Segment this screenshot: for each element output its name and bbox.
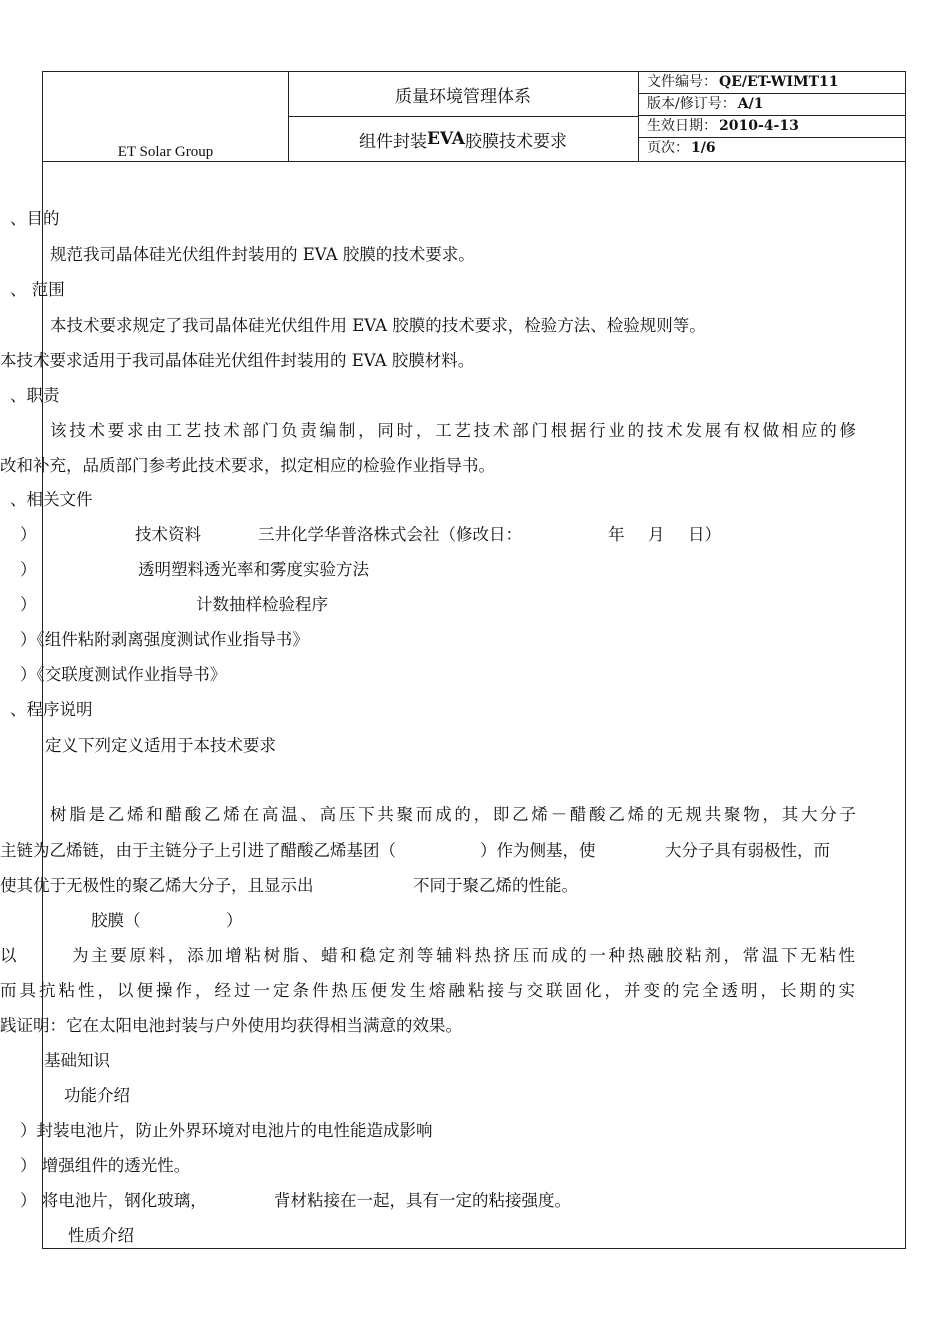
system-title: 质量环境管理体系 [288,72,638,117]
meta-value: QE/ET-WIMT11 [719,74,839,90]
meta-value: A/1 [737,96,764,112]
section-heading-duty: 、职责 [10,386,60,405]
section-heading-procedure: 、程序说明 [10,700,93,719]
purpose-text: 规范我司晶体硅光伏组件封装用的 EVA 胶膜的技术要求。 [50,245,475,264]
resin-text-1: 树脂是乙烯和醋酸乙烯在高温、高压下共聚而成的，即乙烯－醋酸乙烯的无规共聚物，其大分子 [50,805,856,824]
ref-1-a: 技术资料 [135,525,201,544]
doc-title-suffix: 胶膜技术要求 [465,131,568,152]
ref-1-month: 月 [648,525,665,544]
ref-1-b: 三井化学华普洛株式会社（修改日： [258,525,522,544]
film-text-3: 践证明：它在太阳电池封装与户外使用均获得相当满意的效果。 [0,1016,462,1035]
doc-title-bold: EVA [426,129,466,149]
company-name: ET Solar Group [117,144,214,160]
doc-number-row [639,72,905,94]
revision-row [639,94,905,116]
document-title [288,117,638,161]
section-heading-purpose: 、目的 [10,209,60,228]
function-item-3a: ） 将电池片，钢化玻璃， [20,1191,207,1210]
function-item-1: ）封装电池片，防止外界环境对电池片的电性能造成影响 [20,1121,433,1140]
basics-heading: 基础知识 [44,1051,110,1070]
film-text-1b: 为主要原料，添加增粘树脂、蜡和稳定剂等辅料热挤压而成的一种热融胶粘剂，常温下无粘性 [72,946,855,965]
document-header [43,72,905,162]
scope-text-2: 本技术要求适用于我司晶体硅光伏组件封装用的 EVA 胶膜材料。 [0,351,475,370]
section-heading-references: 、相关文件 [10,490,93,509]
meta-label: 文件编号： [647,74,717,90]
meta-cell [639,72,905,161]
effective-date-row [639,116,905,138]
meta-label: 页次： [647,140,689,156]
ref-3-text: 计数抽样检验程序 [196,595,328,614]
duty-text-2: 改和补充，品质部门参考此技术要求，拟定相应的检验作业指导书。 [0,456,495,475]
function-item-2: ） 增强组件的透光性。 [20,1156,191,1175]
scope-text-1: 本技术要求规定了我司晶体硅光伏组件用 EVA 胶膜的技术要求，检验方法、检验规则等。 [50,316,706,335]
film-text-1a: 以 [0,946,17,965]
doc-title-prefix: 组件封装 [358,131,427,152]
ref-5: ）《交联度测试作业指导书》 [20,665,227,684]
meta-label: 生效日期： [647,118,717,134]
page-number-row [639,138,905,160]
ref-paren: ） [20,595,37,614]
ref-1-day: 日） [688,525,721,544]
duty-text-1: 该技术要求由工艺技术部门负责编制，同时，工艺技术部门根据行业的技术发展有权做相应的修 [50,421,856,440]
ref-paren: ） [20,560,37,579]
resin-text-3b: 不同于聚乙烯的性能。 [413,876,578,895]
section-heading-scope: 、 范围 [10,280,65,299]
resin-text-2c: 大分子具有弱极性，而 [665,841,830,860]
ref-4: ）《组件粘附剥离强度测试作业指导书》 [20,630,309,649]
title-cell [288,72,639,161]
meta-value: 1/6 [691,140,716,156]
resin-text-2a: 主链为乙烯链，由于主链分子上引进了醋酸乙烯基团（ [0,841,396,860]
definition-text: 定义下列定义适用于本技术要求 [45,736,276,755]
function-item-3b: 背材粘接在一起，具有一定的粘接强度。 [274,1191,571,1210]
resin-text-2b: ）作为侧基，使 [480,841,596,860]
film-label: 胶膜（ [91,911,141,930]
ref-paren: ） [20,525,37,544]
function-heading: 功能介绍 [64,1086,130,1105]
property-heading: 性质介绍 [68,1226,134,1245]
meta-label: 版本/修订号： [647,96,736,112]
company-cell [43,72,289,161]
film-text-2: 而具抗粘性，以便操作，经过一定条件热压便发生熔融粘接与交联固化，并变的完全透明，长期的实 [0,981,855,1000]
meta-value: 2010-4-13 [719,118,799,134]
resin-text-3a: 使其优于无极性的聚乙烯大分子，且显示出 [0,876,314,895]
ref-1-year: 年 [608,525,625,544]
film-label-close: ） [226,911,243,930]
ref-2-text: 透明塑料透光率和雾度实验方法 [138,560,369,579]
